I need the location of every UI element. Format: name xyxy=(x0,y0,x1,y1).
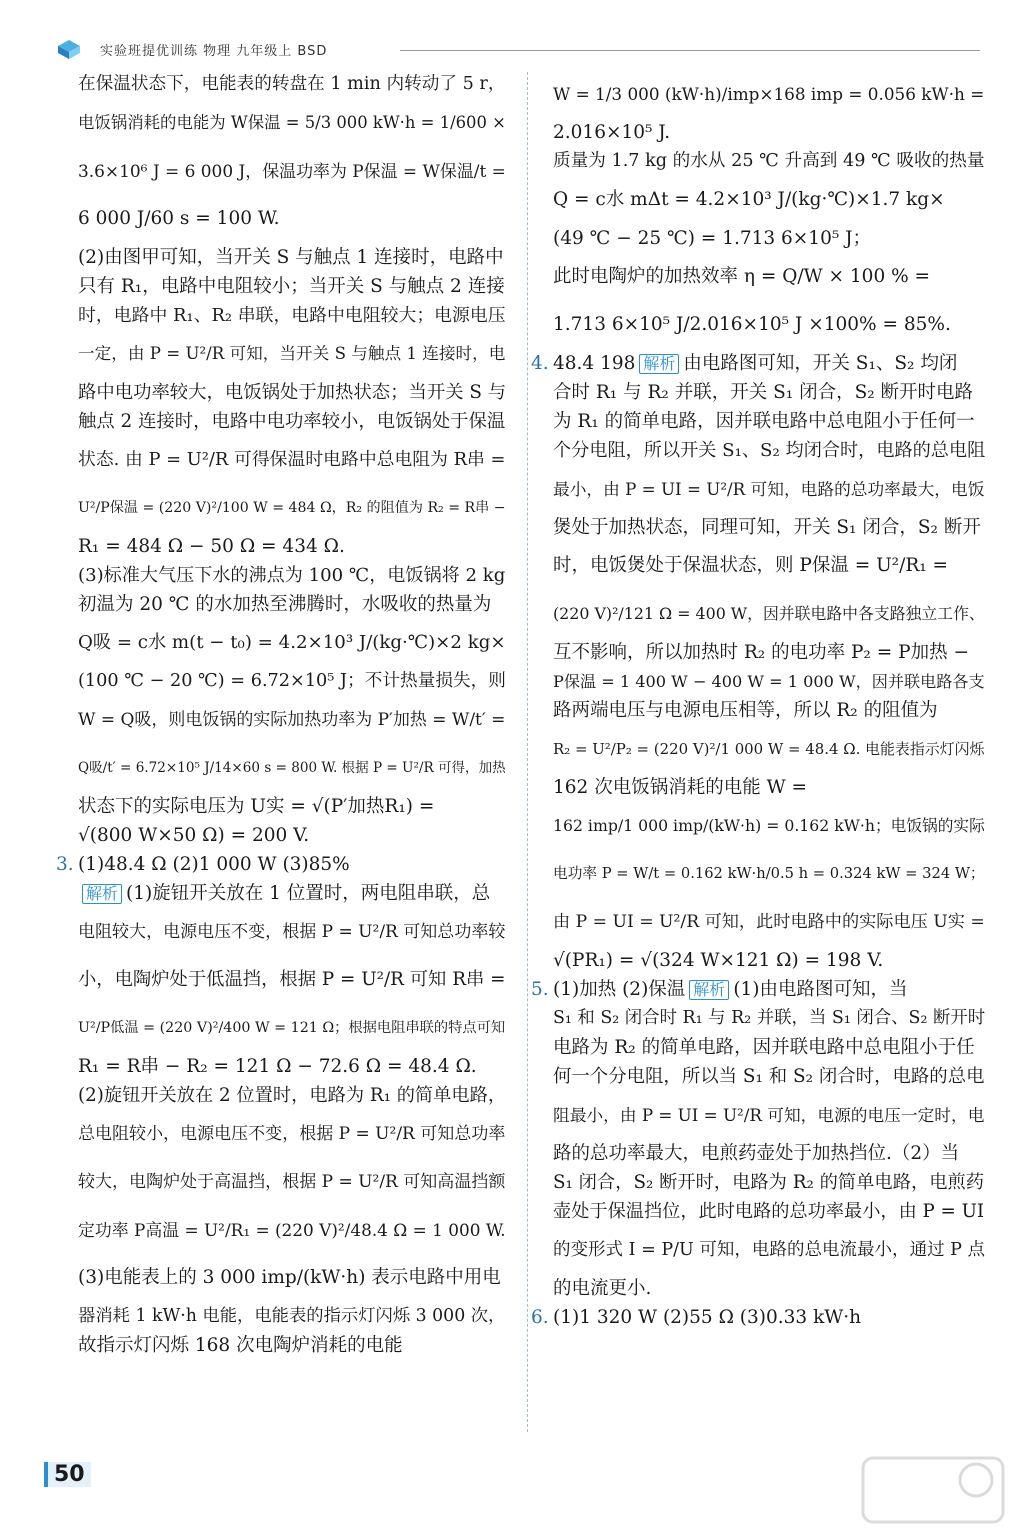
right-line-1: 2.016×10⁵ J. xyxy=(553,122,671,143)
q4-line-9: P保温 = 1 400 W − 400 W = 1 000 W，因并联电路各支 xyxy=(553,672,985,691)
q5-line-7: 壶处于保温挡位，此时电路的总功率最小，由 P = UI xyxy=(553,1201,985,1222)
q4-line-8: 互不影响，所以加热时 R₂ 的电功率 P₂ = P加热 − xyxy=(553,642,969,663)
q5-line-0: (1)由电路图可知，当 xyxy=(733,979,908,1000)
left-line-14: 初温为 20 ℃ 的水加热至沸腾时，水吸收的热量为 xyxy=(78,594,492,615)
left-line-15: Q吸 = c水 m(t − t₀) = 4.2×10³ J/(kg·℃)×2 kg× xyxy=(78,632,506,653)
q4-line-6: 时，电饭煲处于保温状态，则 P保温 = U²/R₁ = xyxy=(553,555,949,576)
left-line-18: Q吸/t′ = 6.72×10⁵ J/14×60 s = 800 W. 根据 P = U²/R 可得，加热 xyxy=(78,760,506,776)
q3-line-11: 故指示灯闪烁 168 次电陶炉消耗的电能 xyxy=(78,1335,403,1356)
left-line-5: 只有 R₁，电路中电阻较小；当开关 S 与触点 2 连接 xyxy=(78,276,505,297)
q5-answer: (1)加热 (2)保温 xyxy=(553,979,686,1000)
q4-line-2: 为 R₁ 的简单电路，因并联电路中总电阻小于任何一 xyxy=(553,411,975,432)
q4-line-7: (220 V)²/121 Ω = 400 W，因并联电路中各支路独立工作、 xyxy=(553,604,985,623)
q4-line-16: √(PR₁) = √(324 W×121 Ω) = 198 V. xyxy=(553,950,884,971)
q4-answer: 48.4 198 xyxy=(553,353,636,374)
q4-line-15: 由 P = UI = U²/R 可知，此时电路中的实际电压 U实 = xyxy=(553,912,985,932)
q3-analysis-body xyxy=(78,908,506,1360)
q3-line-0: (1)旋钮开关放在 1 位置时，两电阻串联，总 xyxy=(126,883,491,904)
right-line-3: Q = c水 mΔt = 4.2×10³ J/(kg·℃)×1.7 kg× xyxy=(553,189,945,210)
q5-line-6: S₁ 闭合，S₂ 断开时，电路为 R₂ 的简单电路，电煎药 xyxy=(553,1172,985,1193)
q6-number: 6. xyxy=(531,1307,549,1328)
q4-analysis-label: 解析 xyxy=(639,354,679,374)
q3-continuation xyxy=(553,70,985,349)
left-line-13: (3)标准大气压下水的沸点为 100 ℃，电饭锅将 2 kg xyxy=(78,565,506,586)
left-line-19: 状态下的实际电压为 U实 = √(P′加热R₁) = xyxy=(78,796,435,817)
left-line-20: √(800 W×50 Ω) = 200 V. xyxy=(78,825,310,846)
header-rule xyxy=(400,50,980,51)
left-line-17: W = Q吸，则电饭锅的实际加热功率为 P′加热 = W/t′ = xyxy=(78,710,506,730)
q4-line-0: 由电路图可知，开关 S₁、S₂ 均闭 xyxy=(683,353,958,374)
left-line-11: U²/P保温 = (220 V)²/100 W = 484 Ω，R₂ 的阻值为 R₂ = R串 − xyxy=(78,500,506,516)
left-line-3: 6 000 J/60 s = 100 W. xyxy=(78,208,280,229)
q5-answer-line xyxy=(531,975,985,1004)
left-line-12: R₁ = 484 Ω − 50 Ω = 434 Ω. xyxy=(78,536,345,557)
q3-line-10: 器消耗 1 kW·h 电能，电能表的指示灯闪烁 3 000 次， xyxy=(78,1306,506,1326)
q3-line-4: R₁ = R串 − R₂ = 121 Ω − 72.6 Ω = 48.4 Ω. xyxy=(78,1056,477,1077)
q3-line-2: 小，电陶炉处于低温挡，根据 P = U²/R 可知 R串 = xyxy=(78,969,506,990)
q4-line-5: 煲处于加热状态，同理可知，开关 S₁ 闭合，S₂ 断开 xyxy=(553,517,981,538)
q5-line-1: S₁ 和 S₂ 闭合时 R₁ 与 R₂ 并联，当 S₁ 闭合、S₂ 断开时 xyxy=(553,1008,986,1028)
left-line-8: 路中电功率较大，电饭锅处于加热状态；当开关 S 与 xyxy=(78,382,507,403)
q4-line-11: R₂ = U²/P₂ = (220 V)²/1 000 W = 48.4 Ω. 电能表指示灯闪烁 xyxy=(553,740,985,758)
q4-line-4: 最小，由 P = UI = U²/R 可知，电路的总功率最大，电饭 xyxy=(553,479,985,499)
q4-line-3: 个分电阻，所以开关 S₁、S₂ 均闭合时，电路的总电阻 xyxy=(553,440,986,461)
right-line-5: 此时电陶炉的加热效率 η = Q/W × 100 % = xyxy=(553,266,931,287)
left-line-2: 3.6×10⁶ J = 6 000 J，保温功率为 P保温 = W保温/t = xyxy=(78,161,506,181)
q2-continuation xyxy=(78,70,506,850)
right-line-6: 1.713 6×10⁵ J/2.016×10⁵ J ×100% = 85%. xyxy=(553,314,951,335)
watermark-logo-icon xyxy=(858,1450,1008,1530)
left-line-9: 触点 2 连接时，电路中电功率较小，电饭锅处于保温 xyxy=(78,411,506,432)
q5-line-5: 路的总功率最大，电煎药壶处于加热挡位.（2）当 xyxy=(553,1143,960,1164)
q3-line-3: U²/P低温 = (220 V)²/400 W = 121 Ω；根据电阻串联的特点可知 xyxy=(78,1020,506,1036)
left-line-6: 时，电路中 R₁、R₂ 串联，电路中电阻较大；电源电压 xyxy=(78,305,506,326)
q5-number: 5. xyxy=(531,979,549,1000)
q6-answer-line xyxy=(531,1303,985,1332)
q4-line-12: 162 次电饭锅消耗的电能 W = xyxy=(553,777,807,798)
q4-line-14: 电功率 P = W/t = 0.162 kW·h/0.5 h = 0.324 kW = 324 W； xyxy=(553,865,985,882)
q4-line-1: 合时 R₁ 与 R₂ 并联，开关 S₁ 闭合，S₂ 断开时电路 xyxy=(553,382,974,403)
q5-line-3: 何一个分电阻，所以当 S₁ 和 S₂ 闭合时，电路的总电 xyxy=(553,1066,985,1087)
q4-answer-line xyxy=(531,349,985,378)
right-line-2: 质量为 1.7 kg 的水从 25 ℃ 升高到 49 ℃ 吸收的热量 xyxy=(553,151,985,171)
left-column xyxy=(56,70,507,1360)
right-column xyxy=(531,70,986,1332)
page-number: 50 xyxy=(44,1462,91,1487)
left-line-16: (100 ℃ − 20 ℃) = 6.72×10⁵ J；不计热量损失，则 xyxy=(78,671,506,691)
q4-analysis-body xyxy=(553,378,985,975)
page-header xyxy=(40,34,980,64)
header-title: 实验班提优训练 物理 九年级上 BSD xyxy=(100,44,328,59)
q3-line-1: 电阻较大，电源电压不变，根据 P = U²/R 可知总功率较 xyxy=(78,922,506,942)
q3-number: 3. xyxy=(56,854,74,875)
q3-analysis-first-line xyxy=(78,879,506,908)
q5-analysis-label: 解析 xyxy=(689,980,729,1000)
q5-line-9: 的电流更小. xyxy=(553,1278,652,1299)
q4-line-13: 162 imp/1 000 imp/(kW·h) = 0.162 kW·h；电饭锅的实际 xyxy=(553,816,985,835)
left-line-7: 一定，由 P = U²/R 可知，当开关 S 与触点 1 连接时，电 xyxy=(78,344,506,363)
left-line-0: 在保温状态下，电能表的转盘在 1 min 内转动了 5 r， xyxy=(78,74,506,94)
q5-analysis-body xyxy=(553,1004,985,1303)
left-line-4: (2)由图甲可知，当开关 S 与触点 1 连接时，电路中 xyxy=(78,247,504,268)
q3-line-9: (3)电能表上的 3 000 imp/(kW·h) 表示电路中用电 xyxy=(78,1267,501,1288)
q6-answer: (1)1 320 W (2)55 Ω (3)0.33 kW·h xyxy=(553,1307,862,1328)
book-logo-icon xyxy=(56,38,82,60)
left-line-10: 状态. 由 P = U²/R 可得保温时电路中总电阻为 R串 = xyxy=(78,449,506,470)
q3-answer: (1)48.4 Ω (2)1 000 W (3)85% xyxy=(78,854,350,875)
right-line-4: (49 ℃ − 25 ℃) = 1.713 6×10⁵ J； xyxy=(553,228,872,249)
left-line-1: 电饭锅消耗的电能为 W保温 = 5/3 000 kW·h = 1/600 × xyxy=(78,113,506,132)
q3-line-8: 定功率 P高温 = U²/R₁ = (220 V)²/48.4 Ω = 1 000 W. xyxy=(78,1220,506,1240)
q4-number: 4. xyxy=(531,353,549,374)
right-line-0: W = 1/3 000 (kW·h)/imp×168 imp = 0.056 kW·h = xyxy=(553,84,985,104)
q3-answer-line xyxy=(56,850,506,879)
q5-line-4: 阻最小，由 P = UI = U²/R 可知，电源的电压一定时，电 xyxy=(553,1105,985,1125)
q3-line-5: (2)旋钮开关放在 2 位置时，电路为 R₁ 的简单电路， xyxy=(78,1085,507,1106)
q5-line-2: 电路为 R₂ 的简单电路，因并联电路中总电阻小于任 xyxy=(553,1037,975,1058)
q4-line-10: 路两端电压与电源电压相等，所以 R₂ 的阻值为 xyxy=(553,700,938,721)
q3-analysis-label: 解析 xyxy=(82,884,122,904)
q3-line-6: 总电阻较小，电源电压不变，根据 P = U²/R 可知总功率 xyxy=(78,1124,506,1144)
column-divider xyxy=(527,72,528,1432)
q3-line-7: 较大，电陶炉处于高温挡，根据 P = U²/R 可知高温挡额 xyxy=(78,1172,506,1192)
q5-line-8: 的变形式 I = P/U 可知，电路的总电流最小，通过 P 点 xyxy=(553,1240,986,1260)
